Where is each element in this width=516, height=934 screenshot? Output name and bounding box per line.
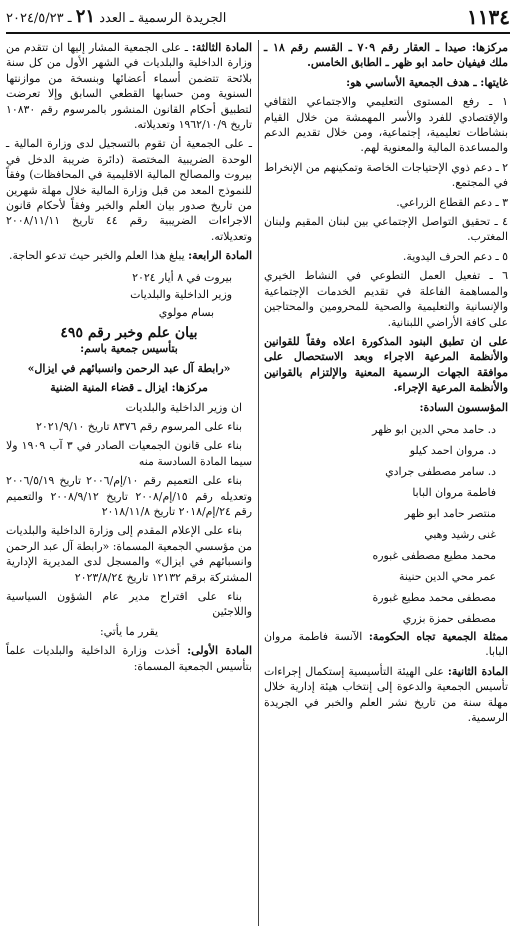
- article-3: [6, 40, 252, 132]
- founder-name: مصطفى حمزة بزري: [402, 611, 496, 625]
- journal-title: الجريدة الرسمية ـ العدد: [99, 11, 227, 26]
- headquarters-text: مركزها: صيدا ـ العقار رقم ٧٠٩ ـ القسم رقم ١٨ ـ ملك فيفيان حامد ابو ظهر ـ الطابق الخامس.: [264, 41, 509, 70]
- article-3-text: ـ على الجمعية المشار إليها ان تتقدم من وزارة الداخلية والبلديات في الشهر الأول من كل سنة بلائحة تتضمن أسماء أعضائها وبنسخة من موازنتها السنوية ومن حسابها القطعي السابق وإلا تعرضت لتطبيق أحكام القانون المنشور بالمرسوم رقم ١٠٨٣٠ تاريخ ١٩٦٢/١٠/٩ وتعديلاته.: [6, 41, 252, 132]
- gov-rep-value: الآنسة فاطمة مروان البابا.: [264, 629, 508, 659]
- article-1-label: المادة الأولى:: [187, 644, 253, 658]
- article-3-label: المادة الثالثة:: [191, 41, 253, 54]
- article-4-text: يبلغ هذا العلم والخبر حيث تدعو الحاجة.: [9, 249, 185, 263]
- notice-title: بيان علم وخبر رقم ٤٩٥: [60, 324, 198, 341]
- journal-header-title: [6, 8, 226, 28]
- founder-name: محمد مطيع مصطفى غبوره: [372, 548, 496, 562]
- article-1: [6, 643, 252, 674]
- article-2-text: على الهيئة التأسيسية إستكمال إجراءات تأسيس الجمعية والدعوة إلى إنتخاب هيئة إدارية خلال مهلة سنة من تاريخ نشر العلم والخبر في الجريدة الرسمية.: [264, 664, 508, 724]
- page-header: [6, 6, 510, 30]
- goal-item: ٢ ـ دعم ذوي الإحتياجات الخاصة وتمكينهم من الإنخراط في المجتمع.: [264, 160, 508, 190]
- goal-item: ٦ ـ تفعيل العمل التطوعي في النشاط الخيري والمساهمة الفاعلة في تقديم الخدمات الإجتماعية والإنسانية والتعليمية والصحية للمحرومين والمحتاجين على كافة الأراضي اللبنانية.: [264, 269, 508, 329]
- issue-date: ـ ٢٠٢٤/٥/٢٣: [6, 11, 72, 26]
- intro-line: ان وزير الداخلية والبلديات: [125, 400, 242, 414]
- article-2-label: المادة الثانية:: [447, 664, 508, 678]
- decree-clause: بناء على الإعلام المقدم إلى وزارة الداخلية والبلديات من مؤسسي الجمعية المسماة: «رابطة آل عبد الرحمن وانسبائهم في ايزال» والمسجل لدى المديرية الإدارية المشتركة برقم ١٢١٣٢ تاريخ ٢٠٢٣/٨/٢٤: [6, 524, 252, 584]
- article-2: [264, 664, 508, 726]
- decree-clause: بناء على قانون الجمعيات الصادر في ٣ آب ١٩٠٩ ولا سيما المادة السادسة منه: [6, 439, 252, 468]
- goal-item: ٥ ـ دعم الحرف اليدوية.: [402, 249, 508, 263]
- founders-heading: المؤسسون السادة:: [419, 400, 508, 414]
- condition-note: على ان تطبق البنود المذكورة اعلاه وفقاً للقوانين والأنظمة المرعية الاجراء وبعد الاستحصال على موافقة الجهات الرسمية المعنية والإلتزام بالقوانين والأنظمة المرعية الإجراء.: [264, 334, 508, 395]
- association-headquarters: مركزها: ايزال ـ قضاء المنية الضنية: [50, 381, 208, 395]
- left-column: [6, 40, 252, 678]
- header-rule: [6, 32, 510, 34]
- signature-name: بسام مولوي: [158, 305, 214, 319]
- decree-clause: بناء على المرسوم رقم ٨٣٧٦ تاريخ ٢٠٢١/٩/١٠: [36, 419, 242, 433]
- founder-name: د. مروان احمد كيلو: [409, 443, 496, 457]
- founders-list: [264, 419, 508, 629]
- decree-clause: بناء على التعميم رقم ١٠/إم/٢٠٠٦ تاريخ ٢٠٠٦/٥/١٩ وتعديله رقم ١٥/إم/٢٠٠٨ تاريخ ٢٠٠٨/٩/١٢ والتعميم رقم ٢٤/إم/٢٠١٨ تاريخ ٢٠١٨/١١/٨: [6, 474, 252, 518]
- association-name: «رابطة آل عبد الرحمن وانسبائهم في ايزال»: [27, 361, 231, 375]
- tax-registration-text: ـ على الجمعية أن تقوم بالتسجيل لدى وزارة المالية ـ الوحدة الضريبية المختصة (دائرة ضريبة الدخل في بيروت والمصالح المالية الاقليمية في المحافظات) وفقاً للنموذج المعد من قبل وزارة المالية خلال مهلة شهرين من تاريخ صدور بيان العلم والخبر وفقاً لأحكام قانون الاجراءات الضريبية رقم ٤٤ تاريخ ٢٠٠٨/١١/١١ وتعديلاته.: [6, 137, 252, 243]
- signature-place-date: بيروت في ٨ أيار ٢٠٢٤: [132, 270, 232, 284]
- founder-name: د. سامر مصطفى جرادي: [385, 464, 496, 478]
- notice-subtitle: بتأسيس جمعية باسم:: [80, 342, 178, 356]
- article-4-label: المادة الرابعة:: [188, 249, 252, 263]
- gov-rep-label: ممثلة الجمعية تجاه الحكومة:: [368, 629, 509, 643]
- founder-name: مصطفى محمد مطيع غبورة: [372, 590, 496, 604]
- issue-number: ٢١: [75, 6, 96, 27]
- goals-heading: غايتها: ـ هدف الجمعية الأساسي هو:: [346, 75, 508, 89]
- goal-item: ٤ ـ تحقيق التواصل الإجتماعي بين لبنان المقيم ولبنان المغترب.: [264, 215, 508, 244]
- column-separator: [258, 40, 259, 926]
- decree-clause: بناء على اقتراح مدير عام الشؤون السياسية واللاجئين: [6, 590, 252, 619]
- article-1-text: أخذت وزارة الداخلية والبلديات علماً بتأسيس الجمعية المسماة:: [6, 644, 252, 673]
- founder-name: د. حامد محي الدين ابو ظهر: [372, 422, 496, 436]
- signature-title: وزير الداخلية والبلديات: [130, 288, 232, 302]
- founder-name: فاطمة مروان البابا: [412, 485, 496, 499]
- article-4: [6, 248, 252, 263]
- decides-line: يقرر ما يأتي:: [99, 624, 158, 638]
- founder-name: منتصر حامد ابو ظهر: [404, 506, 496, 520]
- founder-name: عمر محي الدين حنينة: [399, 569, 496, 583]
- signature-block: [6, 270, 252, 320]
- goal-item: ٣ ـ دعم القطاع الزراعي.: [396, 195, 508, 209]
- page-number: ١١٣٤: [467, 5, 510, 29]
- government-representative: [264, 629, 508, 660]
- goal-item: ١ ـ رفع المستوى التعليمي والاجتماعي الثقافي والإقتصادي للفرد والأسر المهمشة من خلال القيام بنشاطات تعليمية، إجتماعية، ومن خلال تقديم الدعم والمساعدة المالية والمعنوية لهم.: [264, 95, 508, 155]
- right-column: [264, 40, 508, 729]
- founder-name: غنى رشيد وهبي: [424, 527, 496, 541]
